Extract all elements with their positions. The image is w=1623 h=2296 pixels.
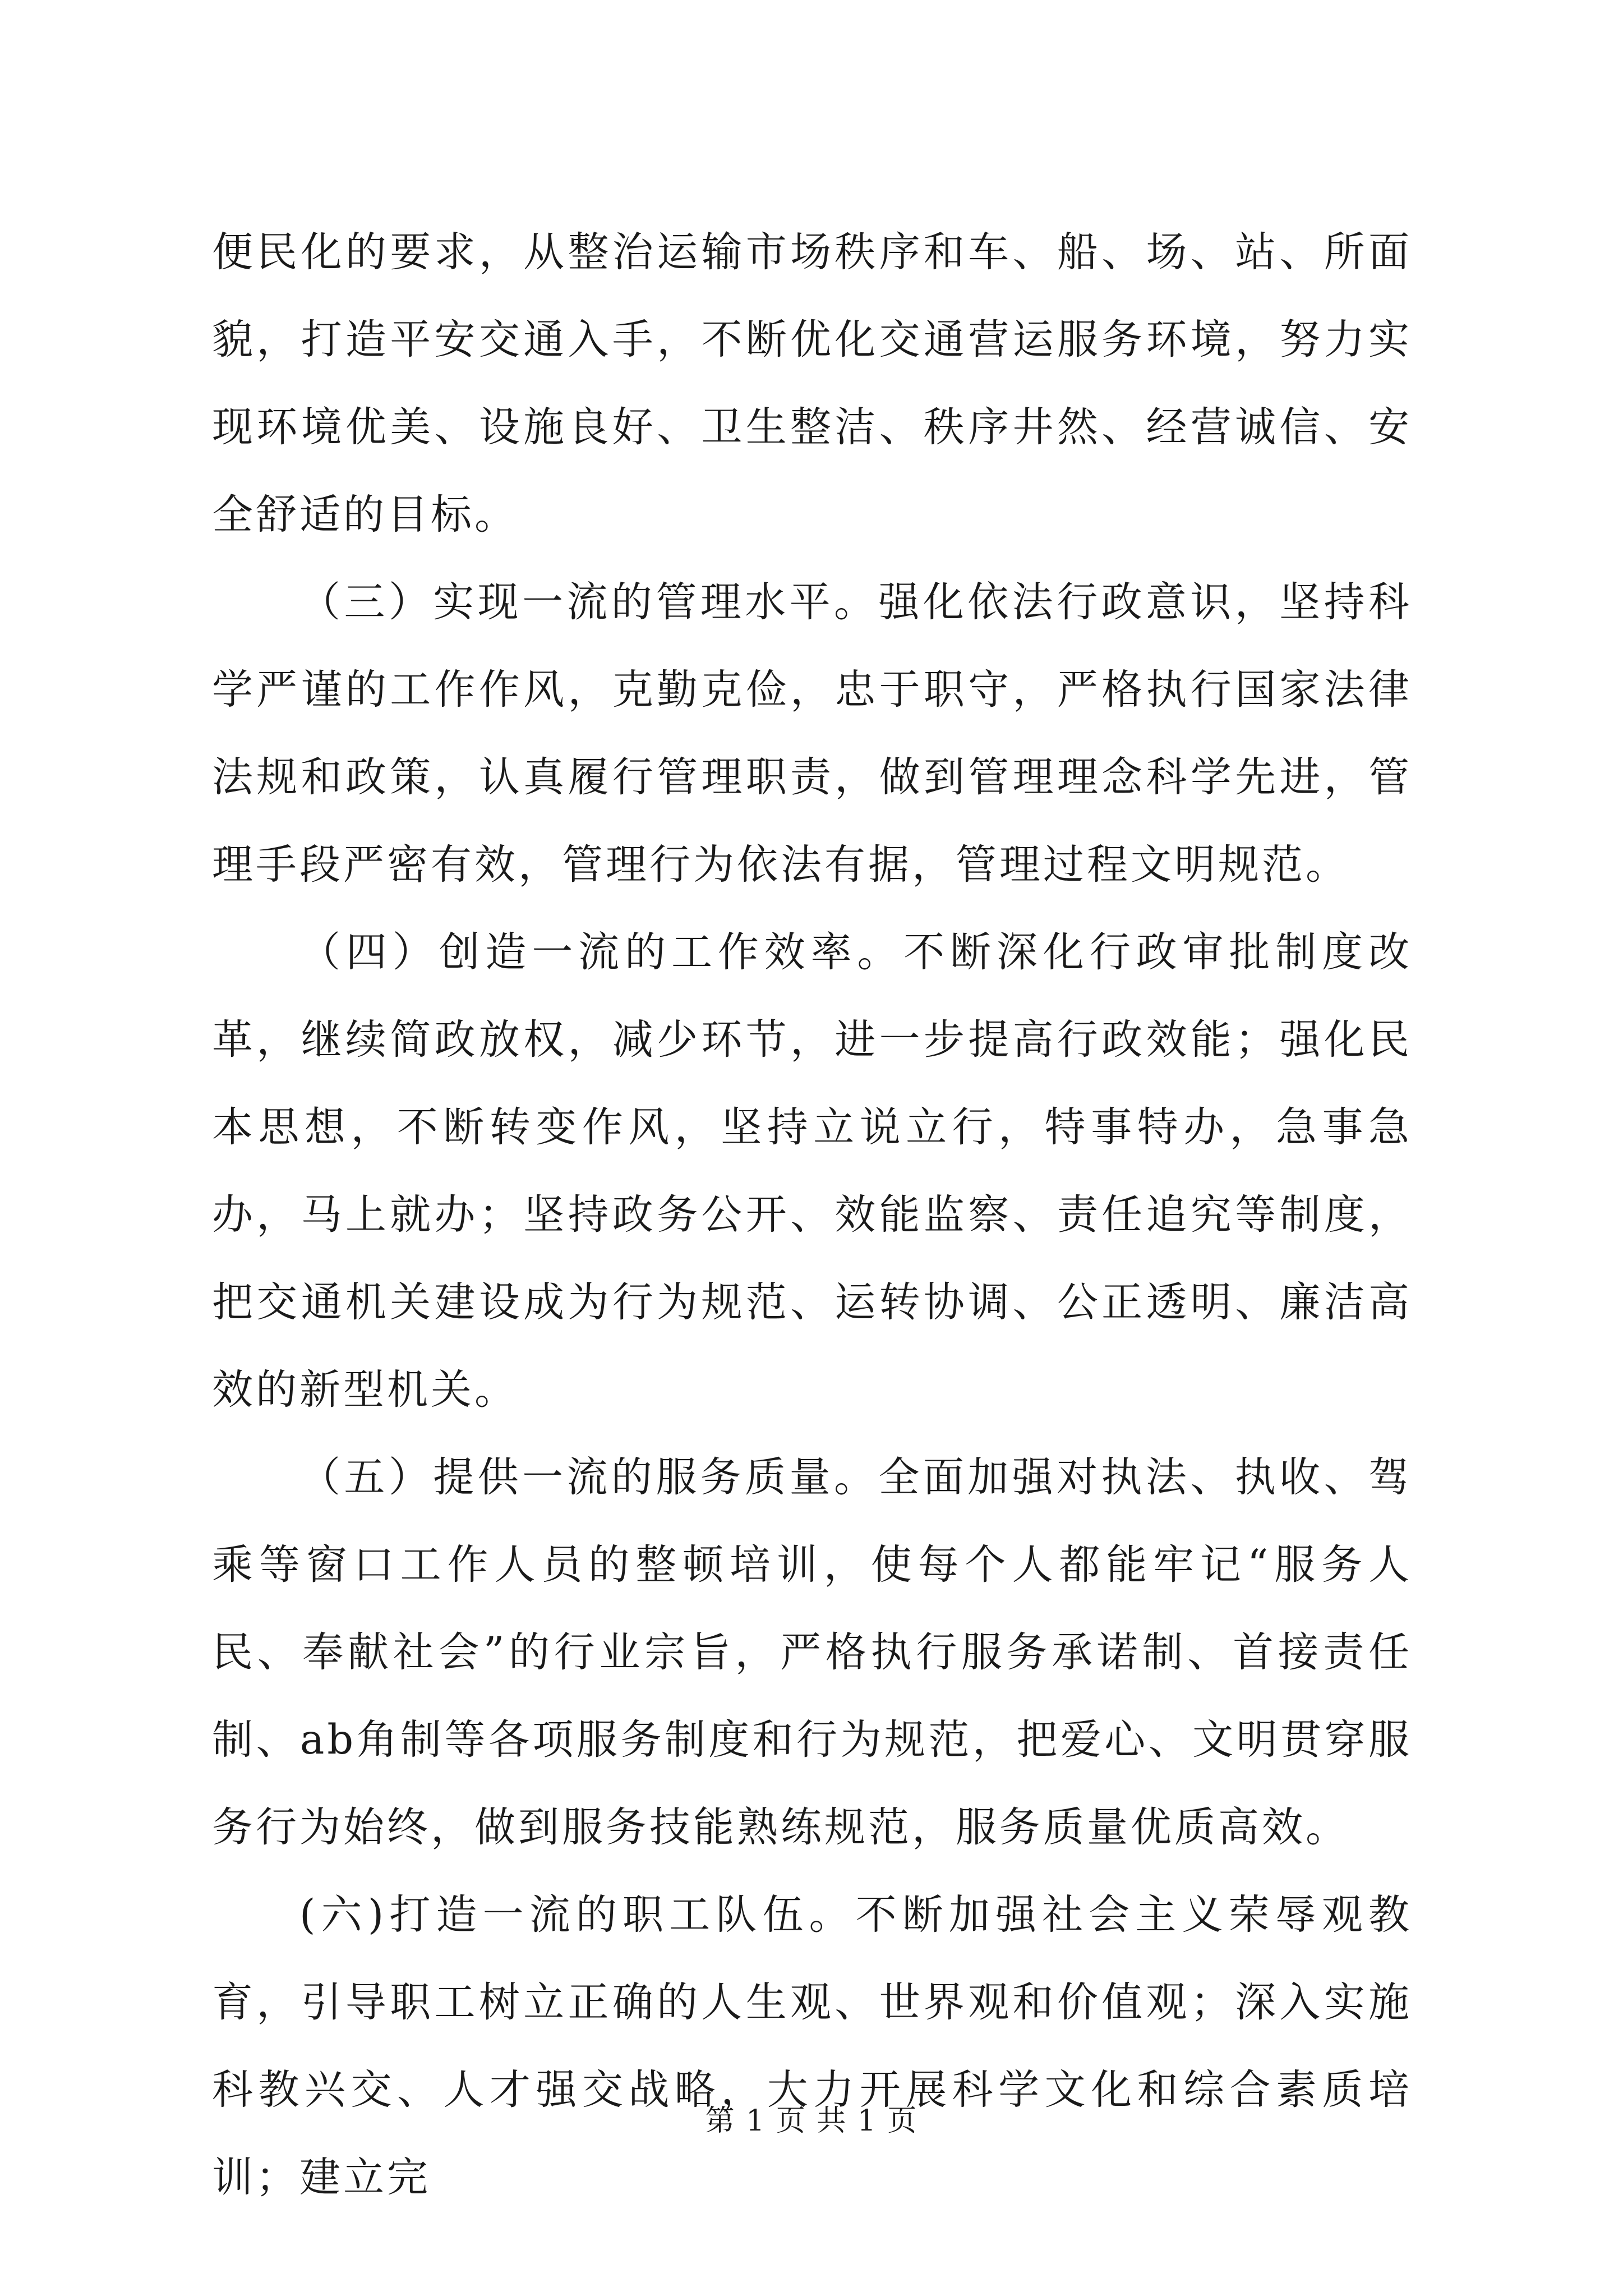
paragraph-continuation: 便民化的要求，从整治运输市场秩序和车、船、场、站、所面貌，打造平安交通入手，不断优化交通营运服务环境，努力实现环境优美、设施良好、卫生整洁、秩序井然、经营诚信、安全舒适的目标。 — [212, 228, 1412, 539]
document-body — [212, 209, 1412, 2221]
page-footer: 第 1 页 共 1 页 — [705, 2104, 918, 2138]
paragraph-staff-team: (六)打造一流的职工队伍。不断加强社会主义荣辱观教育，引导职工树立正确的人生观、世界观和价值观；深入实施科教兴交、人才强交战略，大力开展科学文化和综合素质培训；建立完 — [212, 1891, 1412, 2201]
paragraph-work-efficiency: （四）创造一流的工作效率。不断深化行政审批制度改革，继续简政放权，减少环节，进一步提高行政效能；强化民本思想，不断转变作风，坚持立说立行，特事特办，急事急办，马上就办；坚持政务公开、效能监察、责任追究等制度，把交通机关建设成为行为规范、运转协调、公正透明、廉洁高效的新型机关。 — [212, 928, 1412, 1414]
paragraph-service-quality: （五）提供一流的服务质量。全面加强对执法、执收、驾乘等窗口工作人员的整顿培训，使每个人都能牢记“服务人民、奉献社会”的行业宗旨，严格执行服务承诺制、首接责任制、ab角制等各项服务制度和行为规范，把爱心、文明贯穿服务行为始终，做到服务技能熟练规范，服务质量优质高效。 — [212, 1453, 1412, 1851]
paragraph-management-level: （三）实现一流的管理水平。强化依法行政意识，坚持科学严谨的工作作风，克勤克俭，忠于职守，严格执行国家法律法规和政策，认真履行管理职责，做到管理理念科学先进，管理手段严密有效，管理行为依法有据，管理过程文明规范。 — [212, 578, 1412, 889]
